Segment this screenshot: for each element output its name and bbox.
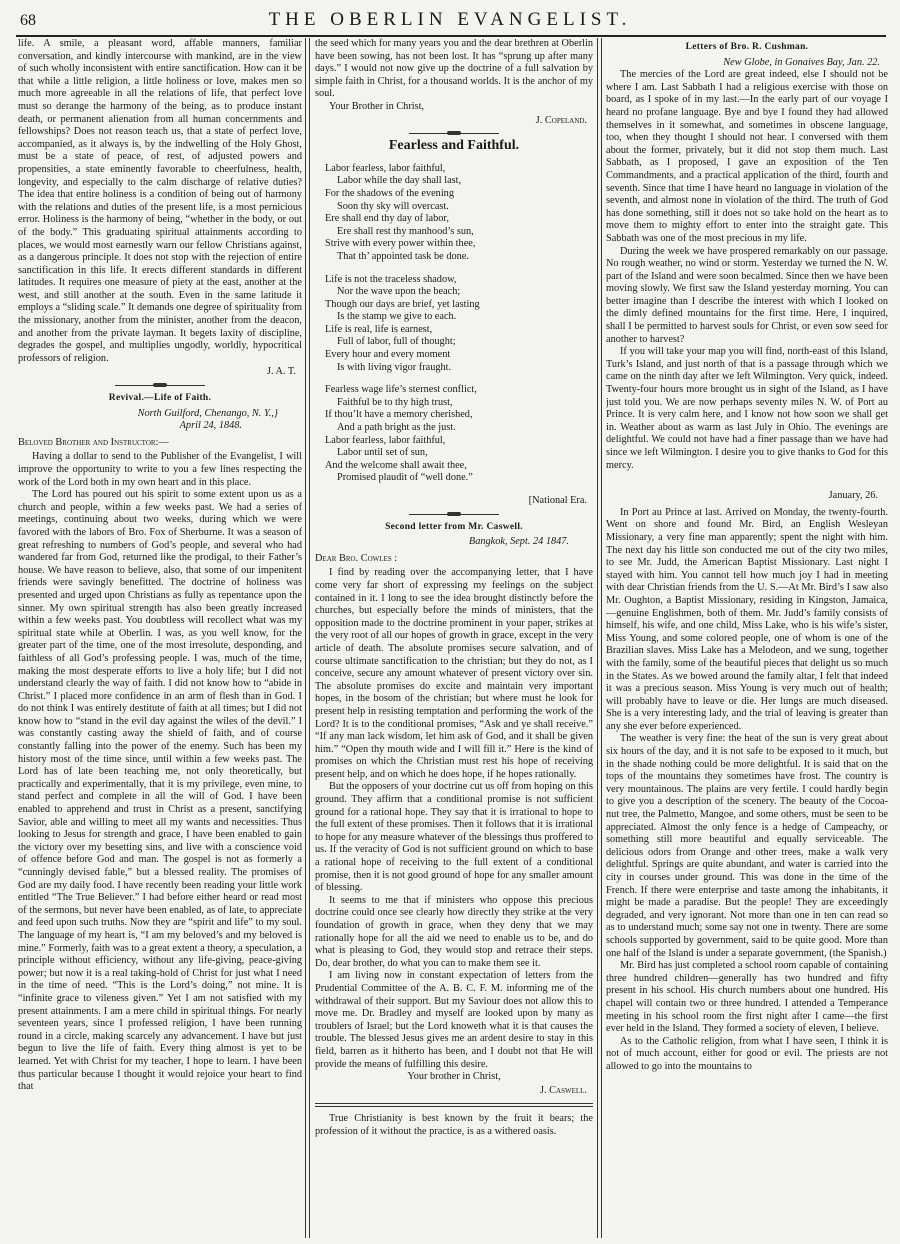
poem-line: Soon thy sky will overcast. (337, 200, 449, 212)
poem-line: Though our days are brief, yet lasting (325, 298, 480, 310)
cushman-heading: Letters of Bro. R. Cushman. (685, 42, 809, 52)
poem-line: And a path bright as the just. (337, 422, 456, 434)
column-2 (315, 38, 593, 1236)
cushman-paragraph: In Port au Prince at last. Arrived on Monday, the twenty-fourth. Went on shore and found Mr. Bird, an English Wesleyan Missionary, a very fine man apparently; spent the night with him. The next day his little son conducted me out of the city two miles, to see Mr. Judd, the American Baptist Missionary. Last night I stayed with him. You cannot tell how much joy I had in meeting with dear Christian friends from the U. S.—At Mr. Bird’s I saw also Mr. Oughton, a Baptist Missionary, residing in Kingston, Jamaica,—genuine Englishmen, both of them. Mr. Judd’s family consists of himself, his wife, and one child, Miss Lake, who is his wife’s sister, Miss Young, and some colored people, one of whom is one of the Brazilian slaves. Miss Lake has a Melodeon, and we sung, together with the family, some of the beautiful pieces that delight us so much in the States. As we bowed around the family altar, I felt that indeed it was a precious season. Miss Young is very much out of health; will probably have to leave or die. Her lungs are much diseased. She is a very interesting lady, and the trial of leaving is greater than any she ever before experienced. (606, 506, 888, 732)
poem-line: Every hour and every moment (325, 349, 451, 361)
separator (115, 385, 205, 386)
poem-line: Ere shall end thy day of labor, (325, 213, 449, 225)
caswell-paragraph: But the opposers of your doctrine cut us off from hoping on this ground. They affirm that a conditional promise is not sufficient ground for a rational hope. They say that it is irrational to hope to the full extent of these promises. Then it follows that it is irrational to hope for any measure whatever of the blessings thus proffered to us. If the veracity of God is not sufficient ground on which to base a rational hope of receiving to the full extent of a conditional promise, then it is not good ground of hope for any smaller amount of blessing. (315, 781, 593, 894)
cushman-paragraph: If you will take your map you will find, north-east of this Island, Turk’s Island, and just north of that is a passage through which we came on the ninth day after we left Wilmington. Very quick, indeed. Twenty-four hours more brought us in sight of the Island, as I have just told you. We are now perhaps seventy miles N. W. of Port au Prince. It is very calm here, and I know not how soon we shall get in. Weather about as warm as last July in Ohio. The evenings are delightful. We could not have had a finer passage than we have had since we left Wilmington. I desire you to give thanks to God for this mercy. (606, 346, 888, 471)
poem-stanza (325, 274, 593, 375)
revival-dateline-date: April 24, 1848. (179, 420, 242, 432)
cushman-paragraph: As to the Catholic religion, from what I have seen, I think it is not of much account, either for good or evil. The priests are not allowed to go into the mountains to (606, 1035, 888, 1072)
revival-paragraph: The Lord has poured out his spirit to some extent upon us as a church and people, within a few weeks past. We had a series of meetings, continuing about two weeks, during which we were favored with the labors of Bro. Fox of Sherburne. It was a season of great refreshing to numbers of God’s people, and several who had wandered far from God, returned like the prodigal, to their Father’s house. We have reason to believe, also, that some of our impenitent friends were savingly benefitted. The doctrine of holiness was presented and urged upon Christians as fully as repentance upon the sinner. My own spiritual strength has also been greatly increased within a few weeks past. You doubtless will recollect what was my spiritual state while at Oberlin. I was, as you well know, for the greater part of the time, one of the most irresolute, desponding, and faithless of all God’s professing people. I was, much of the time, making the most desperate efforts to live a holy life; but I did not understand clearly the way of faith. I did not know how to “abide in Christ.” I placed more confidence in an arm of flesh than in God. I do not think I was entirely destitute of faith at all times; but I did not know how to “stand in the evil day against the wiles of the devil.” I was constantly casting away the shield of faith, and of course constantly falling into the power of the enemy. Such has been my history most of the time since, until within a few weeks past. The Lord has of late been teaching me, not only theoretically, but practically and experimentally, that it is my privilege, even mine, to stand perfect and complete in all the will of God. I have been enabled to apprehend and trust in Christ as a present, sanctifying Savior, able and willing to meet all my wants and necessities. Thus looking to Jesus for strength and grace, I have been enabled to gain the victory over my besetting sins, and live with a conscience void of offence before God and man. The gospel is not as formerly a “cunningly devised fable,” but a blessed reality. The promises of God are my daily food. I have recently been reading your little work entitled “The True Believer.” I had before either heard or read most of the sermons, but never have been enabled, as of late, to appreciate and feed upon such truths. Now they are “spirit and life” to my soul. The language of my heart is, “I am my beloved’s and my beloved is mine.” Formerly, faith was to a great extent a theory, a speculation, a principle without efficiency, without any life-giving, peace-giving power; but now it is a real taking-hold of Christ for just what I need in the time of need. “This is the Lord’s doing,” not mine. It is “infinite grace to vileness given.” Yet I am not satisfied with my present attainments. I am a mere child in spiritual things. For nearly seventeen years, since I professed religion, I have been running round in a circle, making scarcely any advancement. I have but just begun to live the life of faith. Every thing almost is yet to be learned. Yet with Christ for my teacher, I hope to learn. I have been thus particular because I thought it would rejoice your heart to find that (18, 489, 302, 1093)
caswell-paragraph: I am living now in constant expectation of letters from the Prudential Committee of the A. B. C. F. M. informing me of the withdrawal of their support. But my Saviour does not allow this to move me. Dr. Bradley and myself are looked upon by many as troublers of Israel; but the Lord knoweth what it is that causes the trouble. The blessed Jesus gives me an ardent desire to stay in this field, barren as it hitherto has been, and I doubt not that He will provide the means of fulfilling this desire. (315, 970, 593, 1070)
caswell-paragraph: It seems to me that if ministers who oppose this precious doctrine could once see clearly how directly they strike at the very foundation of growth in grace, when they deny that we may rationally hope for all the aid we need to enable us to be, and do what is pleasing to God, they would stop and retrace their steps. Do, dear brother, do what you can to make them see it. (315, 894, 593, 969)
caswell-salutation: Dear Bro. Cowles : (315, 552, 398, 564)
maxim: True Christianity is best known by the fruit it bears; the profession of it without the practice, is as a withered oasis. (315, 1113, 593, 1137)
poem-line: Life is not the traceless shadow, (325, 273, 457, 285)
poem-line: Is the stamp we give to each. (337, 311, 457, 323)
poem-line: For the shadows of the evening (325, 187, 454, 199)
poem-line: Promised plaudit of “well done.” (337, 472, 473, 484)
revival-heading: Revival.—Life of Faith. (108, 393, 212, 404)
poem-stanza (325, 163, 593, 264)
poem-line: Labor fearless, labor faithful, (325, 434, 446, 446)
poem (325, 163, 593, 485)
newspaper-title: THE OBERLIN EVANGELIST. (268, 9, 632, 30)
poem-line: Ere shall rest thy manhood’s sun, (337, 225, 474, 237)
poem-stanza (325, 384, 593, 485)
column-3 (606, 38, 888, 1236)
letter-signature: J. Copeland. (535, 114, 587, 126)
masthead (0, 0, 900, 36)
poem-line: And the welcome shall await thee, (325, 459, 467, 471)
caswell-closing: Your brother in Christ, (407, 1071, 501, 1083)
page-number: 68 (20, 12, 36, 29)
column-divider-1 (305, 38, 310, 1238)
essay-signature: J. A. T. (266, 366, 296, 378)
cushman-paragraph: During the week we have prospered remarkably on our passage. No rough weather, no wind or storm. Yesterday we turned the N. W. part of the Island and were soon becalmed. Since then we have been moving slowly. We first saw the Island yesterday morning. You can better imagine than I describe the interest with which I looked on the dimly defined mountains for the first time. Here, I inquired, shall I be permitted to harvest souls for Christ, or even sow seed for another to harvest? (606, 245, 888, 345)
poem-line: Life is real, life is earnest, (325, 323, 433, 335)
caswell-paragraph: I find by reading over the accompanying letter, that I have come very far short of expressing my feelings on the subject contained in it. I long to see the idea brought distinctly before the churches, but especially before the minds of ministers, that the opposition made to the doctrine prominent in your paper, strikes at the very root of all our hopes of growth in grace, except in the very article of death. The absolute promises secure salvation, and of course ultimate sanctification to the christian; but they do not, as I conceive, secure any amount whatever of present victory over sin. The absolute promises do excite and maintain very important hopes, in the bosom of the christian; but where must he look for present help in resisting temptation and performing the work of the Lord? It is to the conditional promises, “Ask and ye shall receive.” “If any man lack wisdom, let him ask of God, and it shall be given him.” “Open thy mouth wide and I will fill it.” Here is the kind of promises on which the Christian must rest his hope of receiving present help, and on which he does hope, if he hopes rationally. (315, 567, 593, 780)
cushman-dateline: New Globe, in Gonaives Bay, Jan. 22. (723, 56, 880, 68)
caswell-heading: Second letter from Mr. Caswell. (385, 521, 523, 532)
cushman-date: January, 26. (828, 490, 878, 502)
poem-line: Is with living vigor fraught. (337, 361, 452, 373)
separator (409, 514, 499, 515)
caswell-signature: J. Caswell. (540, 1084, 587, 1096)
column-1 (18, 38, 302, 1236)
poem-title: Fearless and Faithful. (388, 138, 520, 154)
poem-line: Nor the wave upon the beach; (337, 286, 461, 298)
poem-line: Labor while the day shall last, (337, 175, 462, 187)
column-divider-2 (597, 38, 602, 1238)
poem-line: Strive with every power within thee, (325, 238, 476, 250)
cushman-paragraph: The mercies of the Lord are great indeed, else I should not be where I am. Last Sabbath I had a religious exercise with those on board, as I spoke of in my last.—In the early part of our voyage I heard no profane language. Bye and bye I found they had allowed themselves in it somewhat, and sometimes in obscene language, too, when they thought I should not hear. I conversed with them about the former, privately, but it did not stop them much. Last Sabbath, as I proposed, I gave an exposition of the Ten Commandments, and a practical application of the third, fourth and seventh. Since that time I have heard no language in violation of the seventh, and almost none in violation of the third. The truth of God has done something, still it does not so take hold on the heart as to move them to mighty effort to enter into the straight gate. This Sabbath was one of the most precious in my life. (606, 69, 888, 244)
letter-closing: Your Brother in Christ, (329, 100, 425, 112)
poem-line: Labor until set of sun, (337, 447, 428, 459)
cushman-paragraph: Mr. Bird has just completed a school room capable of containing three hundred children—generally has two hundred and fifty present in his school. His church numbers about one hundred. His chapel will contain two or three hundred. I attended a Temperance meeting in his school room the first night after I came—the first ever held in the Island. They formed a society of eleven, I believe. (606, 960, 888, 1035)
revival-dateline-place: North Guilford, Chenango, N. Y.,} (137, 407, 278, 419)
poem-line: If thou’lt have a memory cherished, (325, 409, 473, 421)
letter-continuation: the seed which for many years you and the dear brethren at Oberlin have been sowing, has not been lost. It has “sprung up after many days.” I would not now give up the doctrine of a full salvation by simple faith in Christ, for a thousand worlds. It is the anchor of my soul. (315, 38, 593, 100)
essay-paragraph: life. A smile, a pleasant word, affable manners, familiar conversation, and kindly intercourse with mankind, are in the view of such wholly inconsistent with entire sanctification. How can it be that while a little religion, a little holiness or love, makes men so much more agreeable in all the relations of life, that perfect love must so derange the harmony of the being, as to produce instant death, or permanent alienation from all human concernments and fellowships? Does not reason teach us, that a state of perfect love, accompanied, as it always is, by the indwelling of the Holy Ghost, must be a state of peace, of rest, of adjusted powers and propensities, a state eminently favorable to cheerfulness, health, longevity, and especially to the calm discharge of relative duties? The idea that entire holiness is a condition of being out of harmony with the relations and duties of the present life, is a most pernicious error. Holiness is the harmony of being, “whether in the body, or out of the body.” This graduating spiritual attainments according to places, we would most earnestly warn our fellow Christians against, as a dangerous principle. It does not stop with the rejection of entire sanctification in this life. It erects different standards in different latitudes. It requires one measure of piety at the east, another at the west, and still another at the south. Even in the same latitude it employs a “sliding scale.” It demands one degree of spirituality from the missionary, another from the minister, another from the deacon, and another from the private layman. It begets laxity of discipline, degrades the gospel, and multiplies ungodly, worldly, hypocritical professors of religion. (18, 38, 302, 364)
poem-line: That th’ appointed task be done. (337, 250, 469, 262)
double-rule (315, 1103, 593, 1107)
poem-line: Faithful be to thy high trust, (337, 396, 453, 408)
revival-paragraph: Having a dollar to send to the Publisher of the Evangelist, I will improve the opportunity to write to you a few lines respecting the work of the Lord both in my own heart and in this place. (18, 451, 302, 488)
poem-line: Fearless wage life’s sternest conflict, (325, 384, 477, 396)
cushman-paragraph: The weather is very fine: the heat of the sun is very great about six hours of the day, and it is not safe to be exposed to it much, but in the shade nothing could be more delightful. It is said that on the tops of the mountains they sometimes have frost. The country is very mountainous. The plains are very fertile. I could hardly begin to give you a description of the scenery. The beauty of the Cocoa-nut tree, the Palmetto, Mangoe, and some others, must be seen to be appreciated. Almost the only fence is a hedge of Campeachy, or something still more beautiful and equally serviceable. The delicious odors from Orange and other trees, make a walk very delightful. Springs are quite abundant, and water is carried into the city in courses under ground. This was done in the time of the French. If there were enterprise and taste among the inhabitants, it might be made a paradise. But the people! They are exceedingly degraded, and very ignorant. Not more than one in ten can read so as to understand much; some say not one in twenty. There are some schools supported by government, said to be quite good. More than one half of the Island is under a separate government, (the Spanish.) (606, 733, 888, 959)
poem-source: [National Era. (528, 495, 587, 506)
poem-line: Labor fearless, labor faithful, (325, 162, 446, 174)
caswell-dateline: Bangkok, Sept. 24 1847. (468, 536, 569, 548)
poem-line: Full of labor, full of thought; (337, 336, 456, 348)
masthead-rule (16, 35, 886, 37)
separator (409, 133, 499, 134)
revival-salutation: Beloved Brother and Instructor:— (18, 436, 169, 448)
